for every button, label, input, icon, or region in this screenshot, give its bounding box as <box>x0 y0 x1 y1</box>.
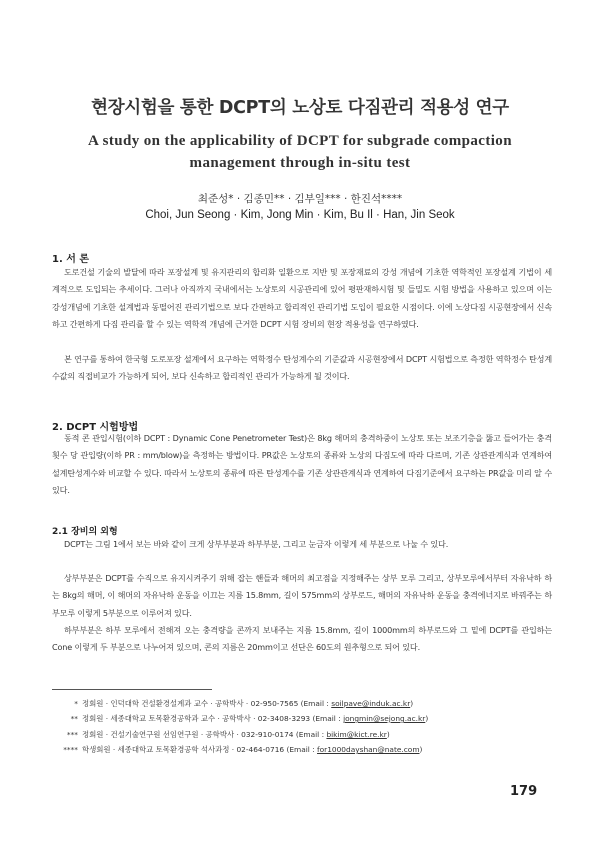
section-2-1-paragraph-2: 상부부분은 DCPT를 수직으로 유지시켜주기 위해 잡는 핸들과 해머의 최고점을 지정해주는 상부 모루 그리고, 상부모루에서부터 자유낙하 하는 8kg의 해머, 이 해머의 자유낙하 운동을 이끄는 지름 15.8mm, 길이 575mm의 상부로드, 해머의 자유낙하 운동을 충격에너지로 바꿔주는 하부모루 이렇게 5부분으로 이루어져 있다. <box>52 573 552 618</box>
title-korean: 현장시험을 통한 DCPT의 노상토 다짐관리 적용성 연구 <box>91 98 509 118</box>
section-2-paragraph-1: 동적 콘 관입시험(이하 DCPT : Dynamic Cone Penetrometer Test)은 8kg 해머의 충격하중이 노상토 또는 보조기층을 뚫고 들어가는 충격횟수 당 관입량(이하 PR : mm/blow)을 측정하는 방법이다. PR값은 노상토의 종류와 노상의 다짐도에 따라 다르며, 기존 상관관계식과 연계하여 설계탄성계수와 비교할 수 있다. 따라서 노상토의 종류에 따른 탄성계수를 기존 상관관계식과 연계하여 다짐기준에서 요구하는 PR값을 미리 알 수 있다. <box>52 433 552 496</box>
section-1-paragraph-1: 도로건설 기술의 발달에 따라 포장설계 및 유지관리의 합리화 일환으로 지반 및 포장재료의 강성 개념에 기초한 역학적인 포장설계 기법이 세계적으로 도입되는 추세이다. 그러나 아직까지 국내에서는 노상토의 시공관리에 있어 평판재하시험 및 들밀도 시험 방법을 사용하고 있으며 이는 강성개념에 기초한 설계법과 동떨어진 관리기법으로 보다 간편하고 합리적인 관리기법 도입이 필요한 시점이다. 이에 노상다짐 시공현장에서 신속하고 간편하게 다짐 관리를 할 수 있는 역학적 개념에 근거한 DCPT 시험 장비의 현장 적용성을 연구하였다. <box>52 267 552 330</box>
footnote-divider <box>52 689 212 690</box>
title-english-line-1: A study on the applicability of DCPT for subgrade compaction <box>88 133 512 149</box>
footnote-4-email[interactable]: for1000dayshan@nate.com <box>317 745 420 754</box>
title-english-line-2: management through in-situ test <box>189 155 411 171</box>
footnote-2-mark: ** <box>70 714 78 723</box>
footnote-1-text: 정회원 · 인덕대학 건설환경설계과 교수 · 공학박사 · 02-950-7565 (Email : <box>82 699 332 708</box>
section-2-heading: 2. DCPT 시험방법 <box>52 422 139 433</box>
title-english <box>40 130 560 174</box>
footnote-3-text: 정회원 · 건설기술연구원 선임연구원 · 공학박사 · 032-910-0174 (Email : <box>82 730 327 739</box>
footnote-3-close: ) <box>386 730 390 739</box>
footnote-2-text: 정회원 · 세종대학교 토목환경공학과 교수 · 공학박사 · 02-3408-3293 (Email : <box>82 714 344 723</box>
footnote-3 <box>52 729 552 740</box>
section-1-heading: 1. 서 론 <box>52 254 90 265</box>
footnote-4-text: 학생회원 · 세종대학교 토목환경공학 석사과정 · 02-464-0716 (Email : <box>82 745 318 754</box>
footnote-1 <box>52 698 552 709</box>
footnote-4-mark: **** <box>63 745 78 754</box>
footnote-1-email[interactable]: soilpave@induk.ac.kr <box>331 699 411 708</box>
footnote-1-mark: * <box>74 699 78 708</box>
section-2-1-paragraph-3: 하부부분은 하부 모루에서 전해져 오는 충격량을 콘까지 보내주는 지름 15.8mm, 길이 1000mm의 하부로드와 그 밑에 DCPT를 관입하는 Cone 이렇게 두 부분으로 나누어져 있으며, 콘의 지름은 20mm이고 선단은 60도의 원추형으로 되어 있다. <box>52 625 552 653</box>
section-2-1-heading: 2.1 장비의 외형 <box>52 527 118 537</box>
footnote-2-close: ) <box>425 714 429 723</box>
authors-korean: 최준성* · 김종민** · 김부일*** · 한진석**** <box>197 193 403 205</box>
footnote-2 <box>52 713 552 724</box>
footnote-1-close: ) <box>410 699 414 708</box>
authors-english: Choi, Jun Seong · Kim, Jong Min · Kim, Bu Il · Han, Jin Seok <box>145 209 455 221</box>
page-number: 179 <box>510 784 538 799</box>
footnote-4 <box>52 744 552 755</box>
footnote-3-email[interactable]: bikim@kict.re.kr <box>326 730 387 739</box>
section-1-paragraph-2: 본 연구를 통하여 한국형 도로포장 설계에서 요구하는 역학정수 탄성계수의 기준값과 시공현장에서 DCPT 시험법으로 측정한 역학정수 탄성계수값의 직접비교가 가능하게 되어, 보다 신속하고 합리적인 관리가 가능하게 될 것이다. <box>52 354 552 382</box>
footnote-2-email[interactable]: jongmin@sejong.ac.kr <box>343 714 426 723</box>
section-2-1-paragraph-1: DCPT는 그림 1에서 보는 바와 같이 크게 상부부분과 하부부분, 그리고 눈금자 이렇게 세 부분으로 나눌 수 있다. <box>64 539 449 549</box>
footnote-4-close: ) <box>419 745 423 754</box>
footnote-3-mark: *** <box>66 730 78 739</box>
